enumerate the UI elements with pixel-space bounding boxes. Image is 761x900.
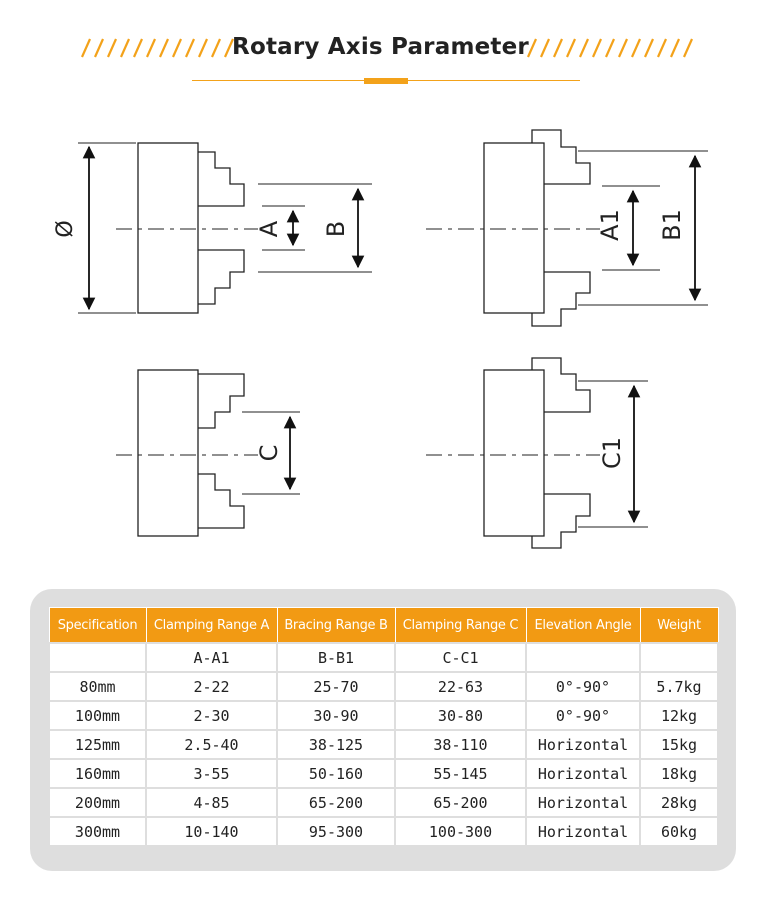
table-cell: Horizontal (526, 817, 640, 846)
table-cell: C-C1 (395, 643, 526, 672)
table-cell: 60kg (640, 817, 718, 846)
dimension-c-label: C (255, 444, 283, 462)
table-cell: 10-140 (146, 817, 277, 846)
table-cell: 2.5-40 (146, 730, 277, 759)
table-cell: 55-145 (395, 759, 526, 788)
table-cell: 25-70 (277, 672, 395, 701)
table-cell: 30-90 (277, 701, 395, 730)
table-cell: 50-160 (277, 759, 395, 788)
table-cell: 65-200 (277, 788, 395, 817)
column-header: Clamping Range A (146, 608, 277, 644)
table-cell: Horizontal (526, 759, 640, 788)
page-title: Rotary Axis Parameter (232, 34, 529, 60)
column-header: Specification (49, 608, 146, 644)
table-row (49, 701, 718, 730)
table-cell: 0°-90° (526, 701, 640, 730)
table-cell (49, 643, 146, 672)
table-cell: 2-30 (146, 701, 277, 730)
table-cell: 125mm (49, 730, 146, 759)
column-header: Bracing Range B (277, 608, 395, 644)
table-cell: A-A1 (146, 643, 277, 672)
column-header: Clamping Range C (395, 608, 526, 644)
table-row (49, 759, 718, 788)
table-cell: 18kg (640, 759, 718, 788)
dimension-c1-label: C1 (598, 436, 626, 470)
table-cell: 22-63 (395, 672, 526, 701)
table-header-row (49, 608, 718, 644)
dimension-b1-label: B1 (658, 209, 686, 241)
diameter-label: Ø (53, 220, 78, 238)
table-cell: 2-22 (146, 672, 277, 701)
table-cell: 200mm (49, 788, 146, 817)
table-row (49, 672, 718, 701)
table-cell: 100-300 (395, 817, 526, 846)
table-cell: 4-85 (146, 788, 277, 817)
column-header: Elevation Angle (526, 608, 640, 644)
table-cell: 15kg (640, 730, 718, 759)
table-cell: 38-110 (395, 730, 526, 759)
table-cell: 80mm (49, 672, 146, 701)
table-cell: 100mm (49, 701, 146, 730)
table-cell: 38-125 (277, 730, 395, 759)
dimension-b-label: B (322, 220, 350, 238)
table-row (49, 788, 718, 817)
title-underline-accent (364, 78, 408, 84)
table-row (49, 643, 718, 672)
title-hatch-right (522, 38, 702, 58)
dimension-a1-label: A1 (596, 209, 624, 241)
table-cell: Horizontal (526, 788, 640, 817)
table-cell: 12kg (640, 701, 718, 730)
spec-table (48, 607, 719, 847)
page-header (0, 0, 761, 100)
table-cell: 3-55 (146, 759, 277, 788)
table-row (49, 730, 718, 759)
table-cell: 30-80 (395, 701, 526, 730)
table-cell: 160mm (49, 759, 146, 788)
table-cell: B-B1 (277, 643, 395, 672)
table-cell: Horizontal (526, 730, 640, 759)
table-cell: 300mm (49, 817, 146, 846)
table-cell (526, 643, 640, 672)
table-cell: 28kg (640, 788, 718, 817)
table-cell: 65-200 (395, 788, 526, 817)
table-cell: 95-300 (277, 817, 395, 846)
table-cell: 5.7kg (640, 672, 718, 701)
table-cell (640, 643, 718, 672)
dimension-a-label: A (255, 220, 283, 238)
chuck-diagram (0, 100, 761, 570)
table-cell: 0°-90° (526, 672, 640, 701)
column-header: Weight (640, 608, 718, 644)
table-row (49, 817, 718, 846)
